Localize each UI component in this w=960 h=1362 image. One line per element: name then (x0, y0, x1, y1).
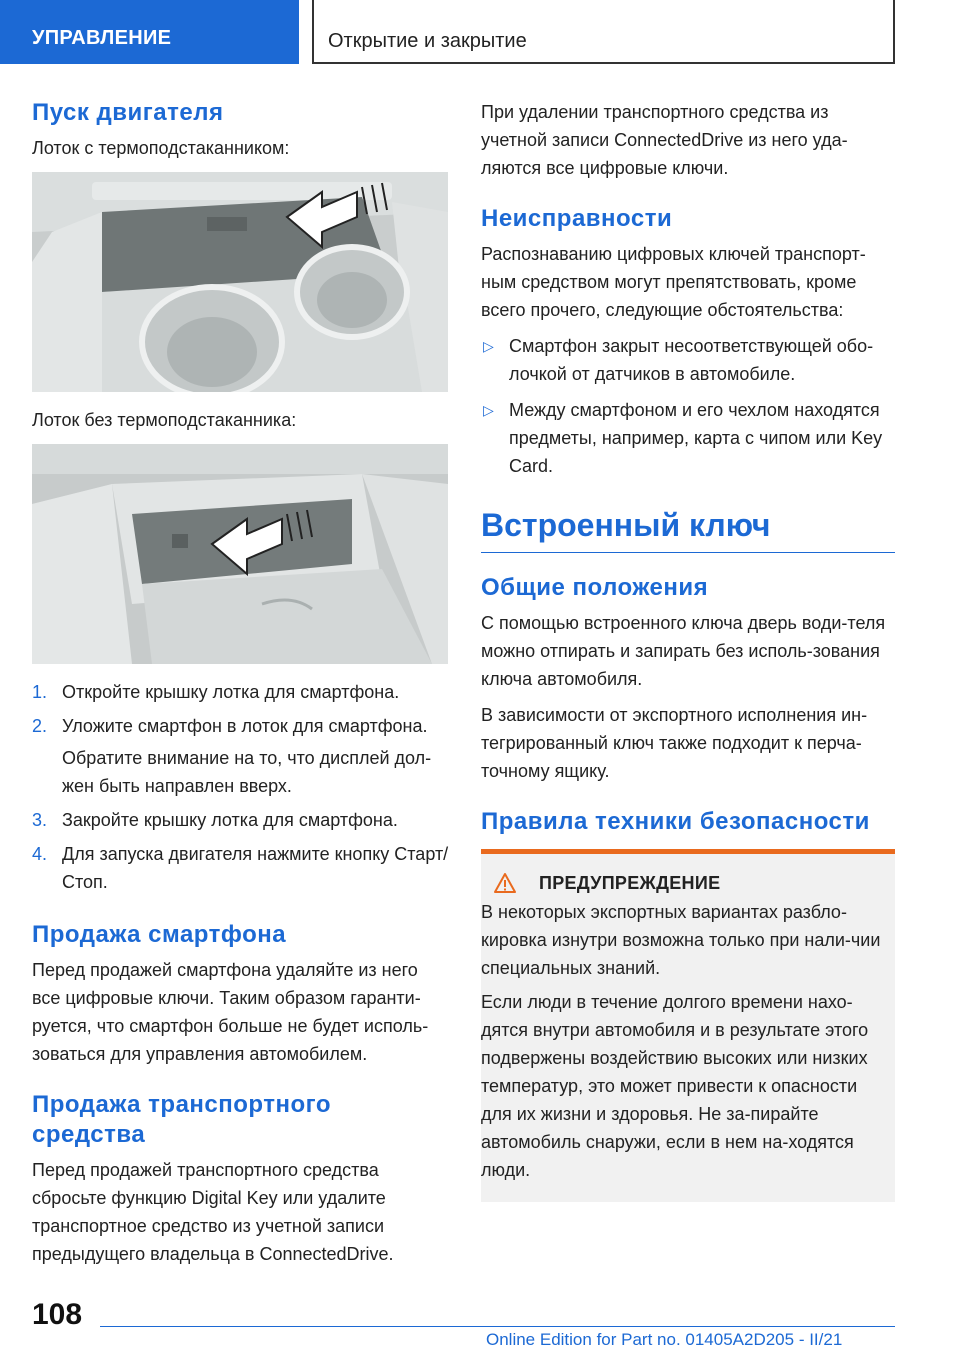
footer-edition: Online Edition for Part no. 01405A2D205 - II/21 (486, 1330, 843, 1349)
footer-rule (100, 1326, 895, 1327)
section-tab (0, 0, 299, 64)
faults-list (481, 332, 895, 480)
text-general-1: С помощью встроенного ключа дверь води-теля можно отпирать и запирать без исполь-зования ключа автомобиля. (481, 613, 886, 690)
photo-tray-without-cupholder (32, 444, 448, 664)
left-column (32, 98, 450, 1268)
step-text: Откройте крышку лотка для смартфона. (62, 682, 400, 702)
warning-title: ПРЕДУПРЕЖДЕНИЕ (539, 872, 721, 893)
start-steps-list (32, 678, 450, 896)
list-item (481, 396, 895, 480)
heading-general: Общие положения (481, 574, 709, 602)
step-number: 2. (32, 716, 48, 736)
heading-faults: Неисправности (481, 205, 673, 232)
triangle-bullet-icon: ▷ (483, 338, 494, 354)
section-title: УПРАВЛЕНИЕ (32, 27, 172, 49)
step-number: 3. (32, 810, 48, 830)
warning-triangle-icon (493, 872, 517, 894)
warning-title-row (481, 872, 895, 894)
list-item (32, 840, 450, 896)
text-sale-car: Перед продажей транспортного средства сбросьте функцию Digital Key или удалите транспортное средство из учетной записи предыдущего владельца в ConnectedDrive. (32, 1160, 394, 1264)
photo-tray-with-cupholder (32, 172, 448, 392)
warning-box (481, 849, 895, 1202)
list-item (481, 332, 895, 388)
heading-sale-car: Продажа транспортного средства (32, 1091, 332, 1148)
warning-text-1: В некоторых экспортных вариантах разбло-кировка изнутри возможна только при нали-чии специальных знаний. (481, 902, 881, 979)
step-number: 4. (32, 844, 48, 864)
right-column (481, 98, 895, 1202)
triangle-bullet-icon: ▷ (483, 402, 494, 418)
text-sale-phone: Перед продажей смартфона удаляйте из него все цифровые ключи. Таким образом гаранти-руется, что смартфон больше не будет исполь-зоваться для управления автомобилем. (32, 960, 429, 1064)
heading-engine-start: Пуск двигателя (32, 99, 224, 126)
step-text: Закройте крышку лотка для смартфона. (62, 810, 398, 830)
step-note: Обратите внимание на то, что дисплей дол-жен быть направлен вверх. (62, 748, 432, 796)
caption-with-cupholder: Лоток с термоподстаканником: (32, 138, 290, 158)
list-item (32, 678, 450, 706)
heading-builtin-key: Встроенный ключ (481, 507, 771, 543)
chapter-tab (312, 0, 895, 64)
caption-without-cupholder: Лоток без термоподстаканника: (32, 410, 297, 430)
text-faults: Распознаванию цифровых ключей транспорт-ным средством могут препятствовать, кроме всего прочего, следующие обстоятельства: (481, 244, 866, 320)
page-number: 108 (32, 1298, 83, 1331)
text-general-2: В зависимости от экспортного исполнения ин-тегрированный ключ также подходит к перча-точному ящику. (481, 705, 868, 782)
heading-rule (481, 552, 895, 553)
chapter-title: Открытие и закрытие (328, 30, 527, 52)
bullet-text: Между смартфоном и его чехлом находятся предметы, например, карта с чипом или Key Card. (509, 400, 883, 476)
text-remove-vehicle: При удалении транспортного средства из учетной записи ConnectedDrive из него уда-ляются все цифровые ключи. (481, 102, 848, 178)
warning-text-2: Если люди в течение долгого времени нахо-дятся внутри автомобиля и в результате этого подвержены воздействию высоких или низких температур, это может привести к опасности для их жизни и здоровья. Не за-пирайте автомобиль снаружи, если в нем на-ходятся люди. (481, 992, 869, 1181)
step-text: Уложите смартфон в лоток для смартфона. (62, 716, 428, 736)
list-item (32, 806, 450, 834)
bullet-text: Смартфон закрыт несоответствующей обо-лочкой от датчиков в автомобиле. (509, 336, 874, 384)
list-item (32, 712, 450, 800)
heading-sale-phone: Продажа смартфона (32, 921, 287, 948)
heading-safety: Правила техники безопасности (481, 808, 870, 836)
step-number: 1. (32, 682, 48, 702)
step-text: Для запуска двигателя нажмите кнопку Старт/Стоп. (62, 844, 449, 892)
